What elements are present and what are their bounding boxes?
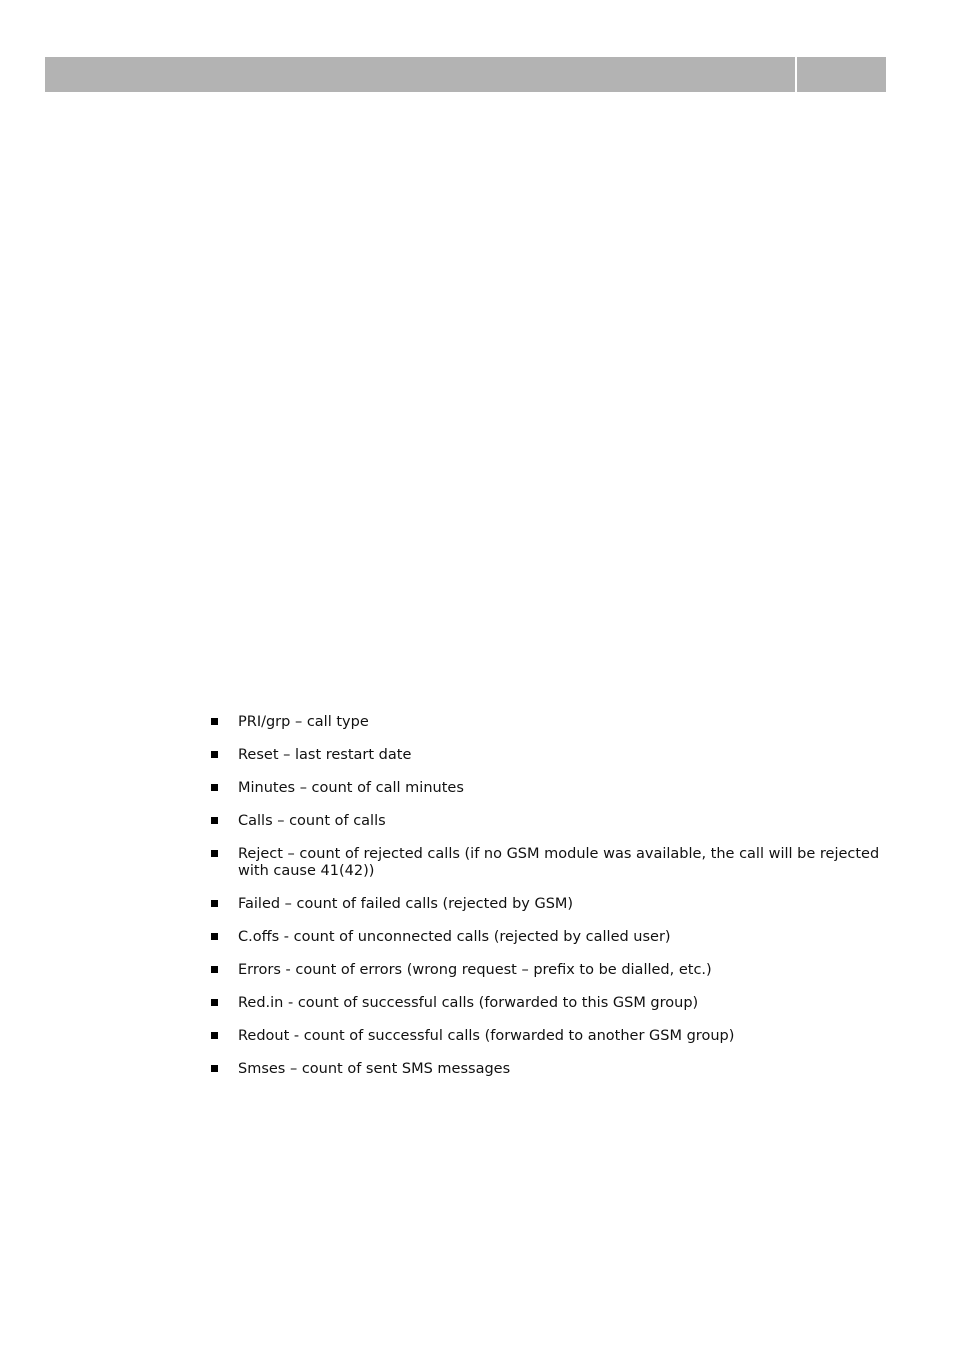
list-item (211, 846, 901, 880)
statistics-field-list (211, 714, 901, 1094)
square-bullet-icon (211, 718, 218, 725)
square-bullet-icon (211, 784, 218, 791)
list-item-text: Failed – count of failed calls (rejected by GSM) (238, 896, 574, 912)
list-item (211, 813, 901, 830)
list-item-text: Reject – count of rejected calls (if no GSM module was available, the call will be rejected with cause 41(42)) (238, 846, 880, 879)
list-item-text: Redout - count of successful calls (forwarded to another GSM group) (238, 1028, 735, 1044)
list-item (211, 896, 901, 913)
list-item-text: Red.in - count of successful calls (forwarded to this GSM group) (238, 995, 699, 1011)
list-item (211, 962, 901, 979)
list-item (211, 747, 901, 764)
list-item-text: Calls – count of calls (238, 813, 386, 829)
list-item-text: Smses – count of sent SMS messages (238, 1061, 511, 1077)
square-bullet-icon (211, 933, 218, 940)
square-bullet-icon (211, 1032, 218, 1039)
list-item (211, 929, 901, 946)
list-item-text: PRI/grp – call type (238, 714, 369, 730)
list-item (211, 1028, 901, 1045)
list-item (211, 714, 901, 731)
square-bullet-icon (211, 966, 218, 973)
square-bullet-icon (211, 751, 218, 758)
list-item (211, 995, 901, 1012)
list-item-text: Errors - count of errors (wrong request – prefix to be dialled, etc.) (238, 962, 712, 978)
square-bullet-icon (211, 999, 218, 1006)
square-bullet-icon (211, 900, 218, 907)
square-bullet-icon (211, 817, 218, 824)
list-item-text: C.offs - count of unconnected calls (rejected by called user) (238, 929, 671, 945)
list-item-text: Reset – last restart date (238, 747, 412, 763)
square-bullet-icon (211, 850, 218, 857)
list-item (211, 1061, 901, 1078)
list-item (211, 780, 901, 797)
page-header-bar (45, 57, 886, 92)
header-page-number-block (797, 57, 886, 92)
header-title-block (45, 57, 795, 92)
list-item-text: Minutes – count of call minutes (238, 780, 464, 796)
square-bullet-icon (211, 1065, 218, 1072)
